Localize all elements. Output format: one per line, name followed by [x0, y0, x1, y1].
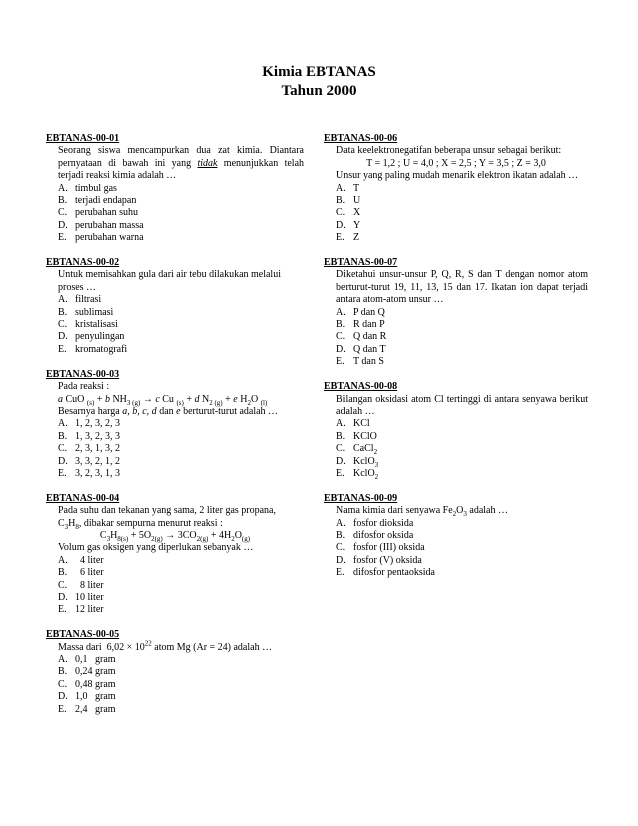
question-id: EBTANAS-00-08 — [324, 381, 398, 393]
option-c: C. kristalisasi — [58, 319, 118, 331]
option-e: E. difosfor pentaoksida — [336, 567, 435, 579]
question-id: EBTANAS-00-06 — [324, 133, 398, 144]
option-c: C. CaCl$_2$ — [336, 443, 378, 457]
option-c: C. X — [336, 207, 361, 219]
question-text: Massa dari $6,02 \times 10^{22}$ atom Mg (Ar = 24) adalah … — [58, 639, 273, 653]
option-a: A. KCl — [336, 418, 370, 430]
option-d: D. perubahan massa — [58, 219, 144, 231]
option-d: D. penyulingan — [58, 331, 125, 343]
option-b: B. terjadi endapan — [58, 195, 137, 207]
option-a: A. fosfor dioksida — [336, 517, 414, 529]
option-b: B. U — [336, 195, 361, 207]
right-column — [324, 133, 588, 592]
option-e: E. 3, 2, 3, 1, 3 — [58, 467, 120, 479]
question-text: Data keelektronegatifan beberapa unsur sebagai berikut: — [336, 145, 562, 157]
question-07 — [324, 257, 588, 369]
data-line: T = 1,2 ; U = 4,0 ; X = 2,5 ; Y = 3,5 ; Z = 3,0 — [366, 157, 546, 169]
question-05 — [46, 629, 304, 716]
question-text: Diketahui unsur-unsur P, Q, R, S dan T dengan nomor atom berturut-turut 19, 11, 13, 15 dan 17. Ikatan ion dapat terjadi antara atom-atom unsur … — [336, 269, 588, 306]
option-d: D. 1,0 gram — [58, 691, 116, 703]
option-e: E. T dan S — [336, 356, 384, 368]
option-b: B. sublimasi — [58, 306, 114, 318]
option-e: E. KclO$_2$ — [336, 467, 379, 481]
left-column — [46, 133, 304, 728]
question-08 — [324, 381, 588, 480]
option-c: C. 8 liter — [58, 579, 104, 591]
question-id: EBTANAS-00-02 — [46, 257, 120, 269]
option-e: E. 2,4 gram — [58, 703, 116, 715]
option-d: D. fosfor (V) oksida — [336, 554, 422, 566]
option-a: A. 1, 2, 3, 2, 3 — [58, 418, 120, 430]
question-text: Untuk memisahkan gula dari air tebu dilakukan melalui proses … — [58, 269, 281, 293]
reaction-equation: $C_3H_{8(s)} + 5O_{2(g)} \to 3CO_{2(g)} + 4H_2O_{(g)}$ — [99, 529, 251, 543]
question-text: Seorang siswa mencampurkan dua zat kimia. Diantara pernyataan di bawah ini yang tidak menunjukkan telah terjadi reaksi kimia adalah … — [58, 145, 305, 182]
question-text: Pada suhu dan tekanan yang sama, 2 liter gas propana, $C_3H_8$, dibakar sempurna menurut reaksi : — [58, 505, 276, 531]
option-b: B. 0,24 gram — [58, 666, 116, 678]
option-c: C. 0,48 gram — [58, 678, 116, 690]
option-d: D. Q dan T — [336, 343, 386, 355]
question-text: Bilangan oksidasi atom Cl tertinggi di antara senyawa berikut adalah … — [336, 393, 588, 417]
option-a: A. T — [336, 182, 360, 194]
question-09 — [324, 493, 588, 580]
page-subtitle: Tahun 2000 — [281, 83, 357, 99]
question-intro: Pada reaksi : — [58, 381, 110, 393]
question-id: EBTANAS-00-03 — [46, 368, 120, 380]
option-d: D. 3, 3, 2, 1, 2 — [58, 455, 120, 467]
option-c: C. fosfor (III) oksida — [336, 542, 425, 554]
option-e: E. Z — [336, 232, 360, 244]
question-02 — [46, 257, 304, 356]
option-a: A. 4 liter — [58, 554, 104, 566]
option-e: E. 12 liter — [58, 604, 104, 616]
option-a: A. 0,1 gram — [58, 654, 116, 665]
question-id: EBTANAS-00-09 — [324, 492, 398, 504]
option-d: D. KclO$_3$ — [336, 455, 379, 469]
option-a: A. timbul gas — [58, 182, 117, 194]
question-04 — [46, 493, 304, 617]
question-03 — [46, 369, 304, 481]
question-01 — [46, 133, 304, 245]
option-b: B. difosfor oksida — [336, 529, 414, 541]
option-d: D. 10 liter — [58, 591, 104, 603]
option-c: C. 2, 3, 1, 3, 2 — [58, 443, 120, 455]
question-id: EBTANAS-00-05 — [46, 629, 120, 641]
option-c: C. Q dan R — [336, 331, 387, 343]
option-a: A. P dan Q — [336, 306, 385, 318]
option-b: B. R dan P — [336, 319, 385, 331]
question-id: EBTANAS-00-04 — [46, 492, 120, 504]
option-b: B. 6 liter — [58, 567, 104, 579]
option-b: B. KClO — [336, 430, 377, 442]
option-c: C. perubahan suhu — [58, 207, 139, 219]
option-d: D. Y — [336, 219, 361, 231]
question-ask: Volum gas oksigen yang diperlukan sebanyak … — [58, 542, 254, 554]
question-text: Besarnya harga a, b, c, d dan e berturut-turut adalah … — [58, 405, 279, 417]
question-text: Nama kimia dari senyawa $Fe_2O_3$ adalah … — [336, 505, 508, 519]
option-e: E. kromatografi — [58, 343, 128, 355]
reaction-equation: a CuO $_{(s)}$ + b $NH_3$ $_{(g)}$ → c Cu $_{(s)}$ + d $N_2$ $_{(g)}$ + e $H_2O$ $_{(l)}$ — [58, 393, 268, 407]
question-id: EBTANAS-00-01 — [46, 133, 120, 144]
question-ask: Unsur yang paling mudah menarik elektron ikatan adalah … — [336, 170, 579, 182]
option-e: E. perubahan warna — [58, 232, 144, 244]
question-06 — [324, 133, 588, 245]
page-title: Kimia EBTANAS — [262, 64, 376, 80]
question-id: EBTANAS-00-07 — [324, 257, 398, 269]
option-a: A. filtrasi — [58, 294, 102, 306]
option-b: B. 1, 3, 2, 3, 3 — [58, 430, 120, 442]
